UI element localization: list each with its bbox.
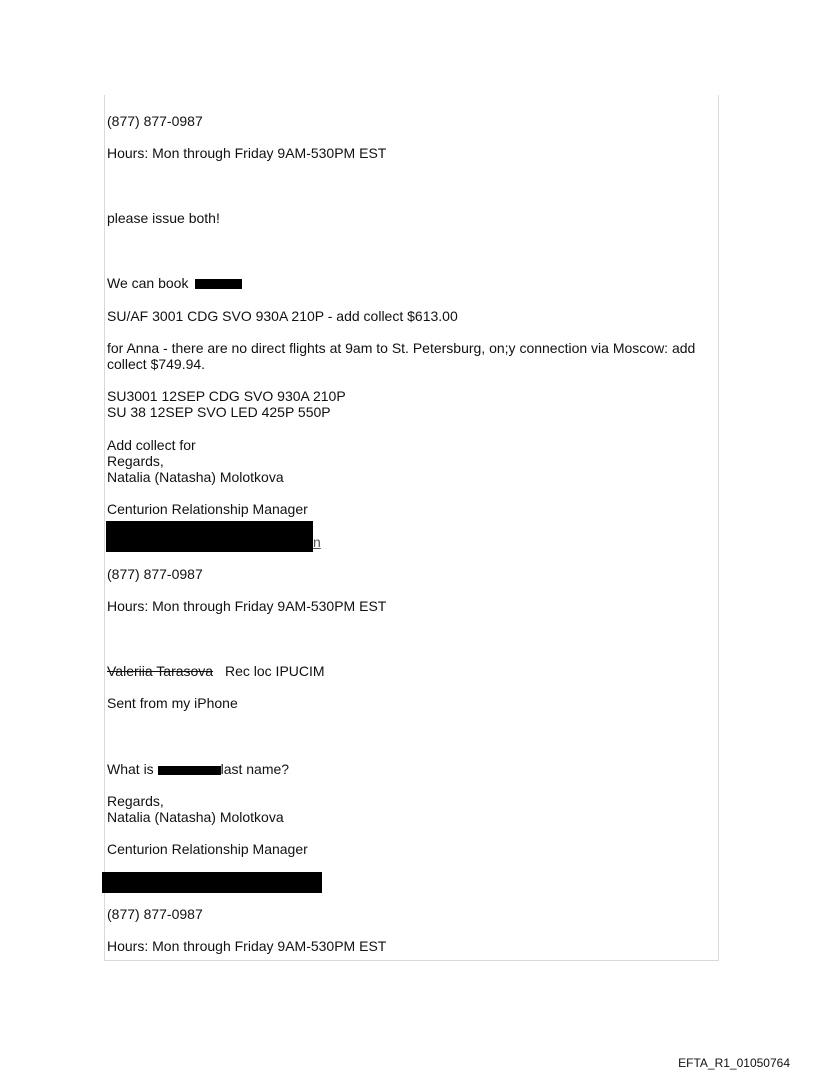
record-locator-line xyxy=(107,663,325,679)
redaction-block xyxy=(106,521,313,552)
document-id: EFTA_R1_01050764 xyxy=(678,1056,790,1070)
itinerary-line: SU 38 12SEP SVO LED 425P 550P xyxy=(107,404,331,420)
add-collect-line: Add collect for xyxy=(107,437,196,453)
question-prefix: What is xyxy=(107,761,158,777)
office-hours: Hours: Mon through Friday 9AM-530PM EST xyxy=(107,598,387,614)
redaction-bar xyxy=(195,279,242,289)
question-line xyxy=(107,761,289,777)
anna-note: for Anna - there are no direct flights at 9am to St. Petersburg, on;y connection via Moscow: add collect $749.94. xyxy=(107,340,696,372)
struck-name: Valeriia Tarasova xyxy=(107,663,214,679)
office-hours: Hours: Mon through Friday 9AM-530PM EST xyxy=(107,938,387,954)
booking-text: We can book xyxy=(107,275,189,291)
phone-number: (877) 877-0987 xyxy=(107,566,203,582)
email-link-tail[interactable]: n xyxy=(313,534,321,550)
phone-number: (877) 877-0987 xyxy=(107,113,203,129)
message-body: please issue both! xyxy=(107,210,220,226)
office-hours: Hours: Mon through Friday 9AM-530PM EST xyxy=(107,145,387,161)
booking-line xyxy=(107,275,242,291)
redaction-block xyxy=(102,872,322,893)
regards-line: Regards, xyxy=(107,453,164,469)
redaction-bar xyxy=(158,766,221,775)
sender-title: Centurion Relationship Manager xyxy=(107,501,308,517)
sender-title: Centurion Relationship Manager xyxy=(107,841,308,857)
question-suffix: last name? xyxy=(220,761,290,777)
sender-name: Natalia (Natasha) Molotkova xyxy=(107,469,284,485)
flight-option: SU/AF 3001 CDG SVO 930A 210P - add collect $613.00 xyxy=(107,308,458,324)
itinerary-line: SU3001 12SEP CDG SVO 930A 210P xyxy=(107,388,346,404)
sender-name: Natalia (Natasha) Molotkova xyxy=(107,809,284,825)
record-locator: Rec loc IPUCIM xyxy=(224,663,325,679)
phone-number: (877) 877-0987 xyxy=(107,906,203,922)
sent-from-line: Sent from my iPhone xyxy=(107,695,238,711)
regards-line: Regards, xyxy=(107,793,164,809)
